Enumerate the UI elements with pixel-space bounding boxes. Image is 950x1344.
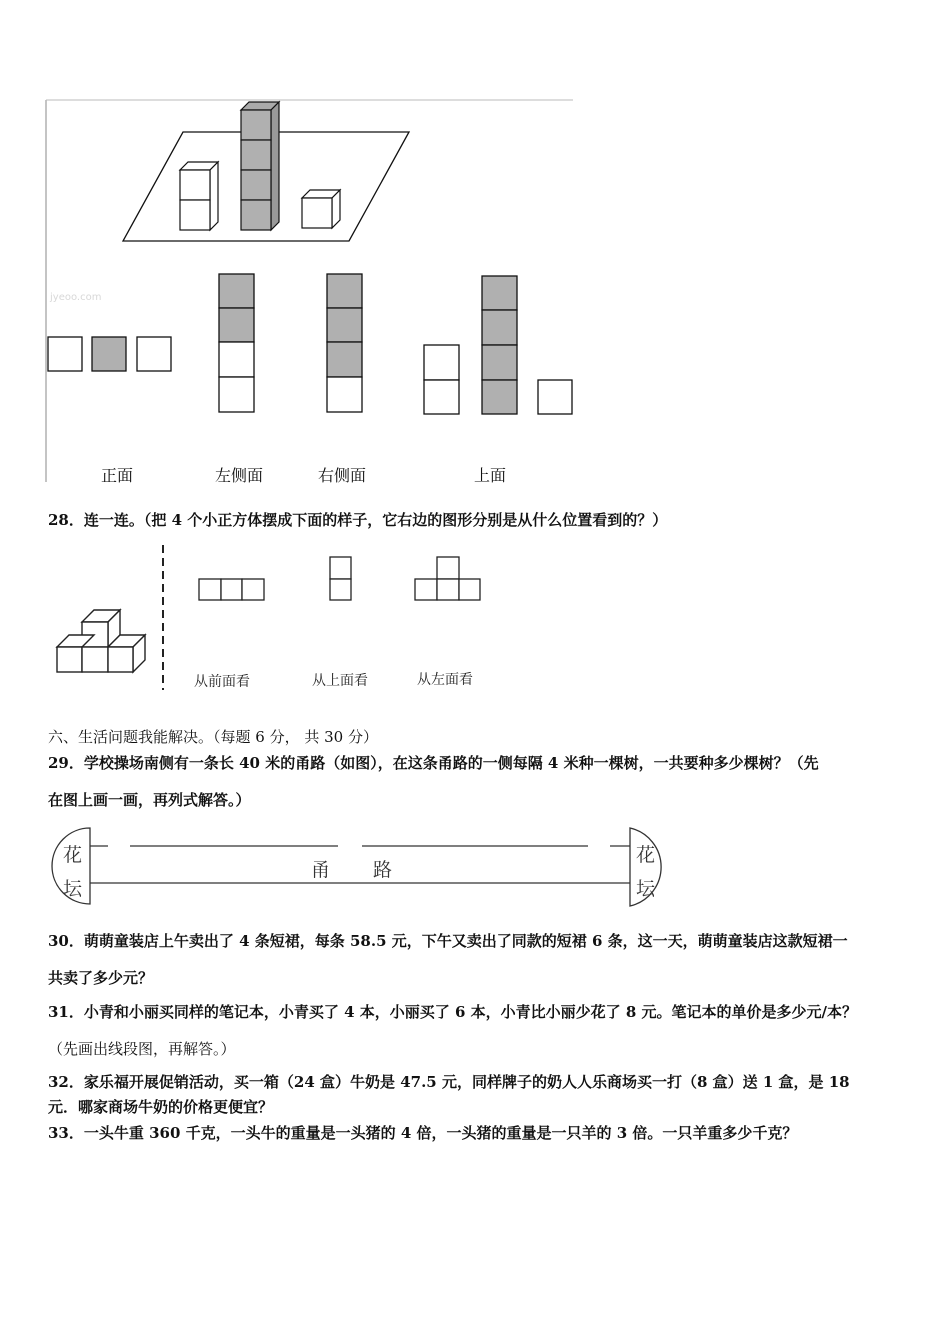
- road-label-1: 甬: [311, 859, 331, 881]
- q29-line-2: 在图上画一画，再列式解答。）: [48, 791, 251, 809]
- view-label-front: 正面: [101, 466, 134, 485]
- tall-stack: [241, 102, 279, 230]
- left-stack: [180, 162, 218, 230]
- watermark: jyeoo.com: [50, 292, 102, 303]
- q28-svg: [0, 540, 950, 740]
- q30-line-1: 30．萌萌童装店上午卖出了 4 条短裙，每条 58.5 元，下午又卖出了同款的短裙 6 条，这一天，萌萌童装店这款短裙一: [48, 932, 848, 950]
- left-side-view: [219, 274, 254, 412]
- q30-line-2: 共卖了多少元？: [48, 969, 154, 987]
- flower-bed-right-char-1: 花: [636, 844, 656, 866]
- q28-top-view: [330, 557, 351, 600]
- road-label-2: 路: [373, 859, 393, 881]
- q28-left-view: [415, 557, 480, 600]
- q28-label-front: 从前面看: [194, 674, 250, 690]
- flower-bed-left-char-1: 花: [63, 844, 83, 866]
- top-view: [424, 276, 572, 414]
- q28-front-view: [199, 579, 264, 600]
- view-label-right: 右侧面: [318, 466, 367, 485]
- front-view: [48, 337, 171, 371]
- q31-line-1: 31．小青和小丽买同样的笔记本，小青买了 4 本，小丽买了 6 本，小青比小丽少花了 8 元。笔记本的单价是多少元/本？: [48, 1003, 858, 1021]
- q28-label-top: 从上面看: [312, 673, 368, 689]
- flower-bed-right-char-2: 坛: [636, 878, 656, 900]
- q33-line-1: 33．一头牛重 360 千克，一头牛的重量是一头猪的 4 倍，一头猪的重量是一只羊的 3 倍。一只羊重多少千克？: [48, 1124, 798, 1142]
- cube-scene-svg: [0, 0, 950, 500]
- q28-text: 28．连一连。（把 4 个小正方体摆成下面的样子，它右边的图形分别是从什么位置看到的？）: [48, 511, 668, 529]
- road-svg: [0, 820, 950, 920]
- section-6-heading: 六、生活问题我能解决。（每题 6 分， 共 30 分）: [48, 728, 378, 746]
- flower-bed-left-char-2: 坛: [63, 878, 83, 900]
- cube-arrangement: [57, 610, 145, 672]
- q28-label-left: 从左面看: [417, 672, 473, 688]
- view-label-left: 左侧面: [215, 466, 264, 485]
- right-side-view: [327, 274, 362, 412]
- q31-line-2: （先画出线段图，再解答。）: [48, 1040, 236, 1058]
- q29-line-1: 29．学校操场南侧有一条长 40 米的甬路（如图），在这条甬路的一侧每隔 4 米种一棵树，一共要种多少棵树？（先: [48, 754, 819, 772]
- q32-line-2: 元．哪家商场牛奶的价格更便宜？: [48, 1098, 274, 1116]
- q32-line-1: 32．家乐福开展促销活动，买一箱（24 盒）牛奶是 47.5 元，同样牌子的奶人人乐商场买一打（8 盒）送 1 盒，是 18: [48, 1073, 850, 1091]
- single-cube: [302, 190, 340, 228]
- view-label-top: 上面: [474, 466, 507, 485]
